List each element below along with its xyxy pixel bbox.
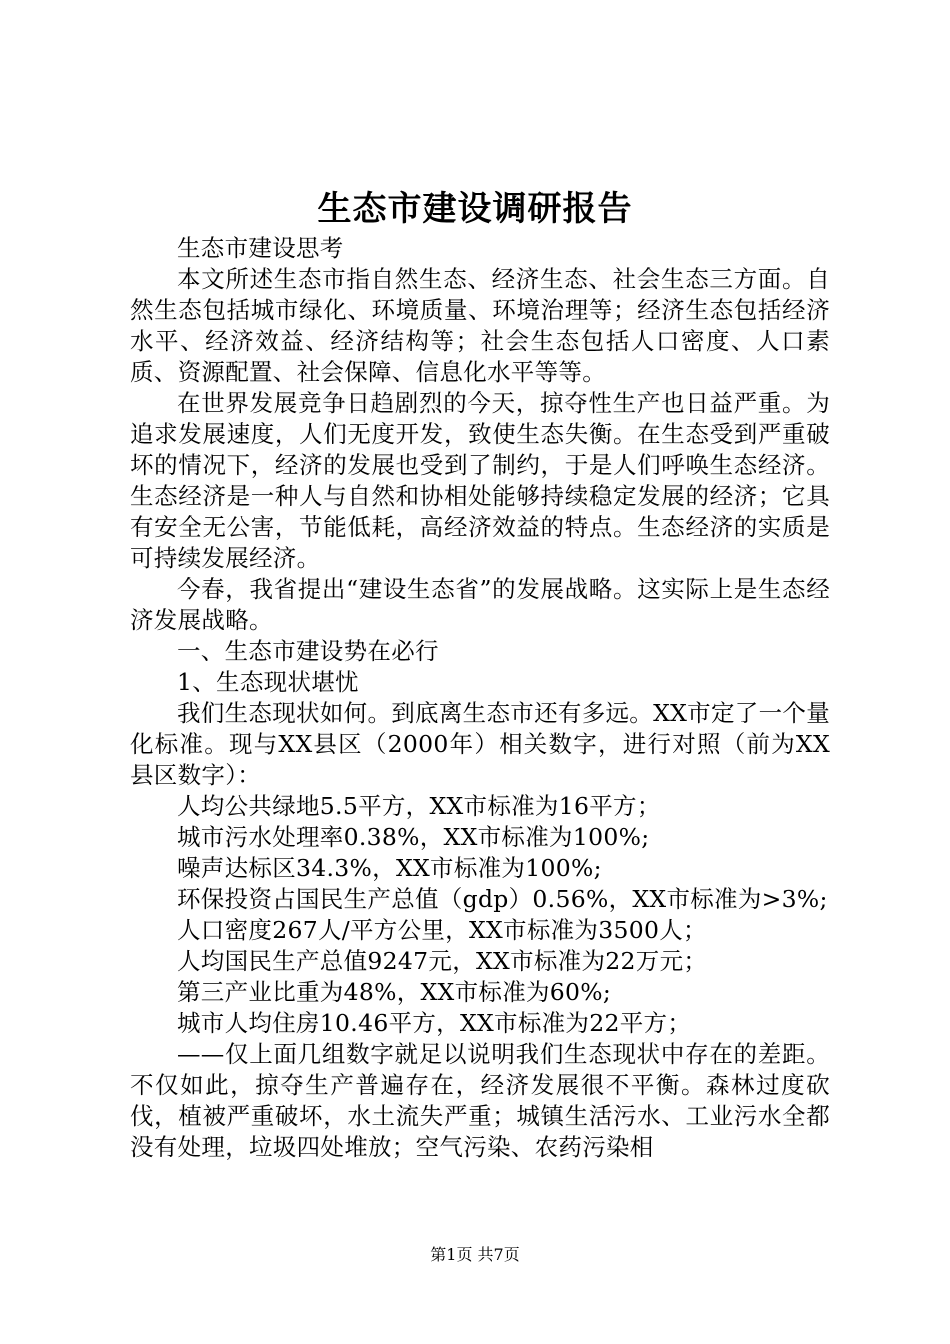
page-footer: 第1页 共7页 [430, 1245, 520, 1264]
paragraph-conclusion: ——仅上面几组数字就足以说明我们生态现状中存在的差距。不仅如此，掠夺生产普遍存在，经济发展很不平衡。森林过度砍伐，植被严重破坏，水土流失严重；城镇生活污水、工业污水全都没有处理，垃圾四处堆放；空气污染、农药污染相 [130, 1040, 830, 1161]
section-heading-1: 一、生态市建设势在必行 [177, 637, 439, 665]
stat-item: 噪声达标区34.3%，XX市标准为100%; [177, 854, 602, 882]
paragraph-strategy: 今春，我省提出“建设生态省”的发展战略。这实际上是生态经济发展战略。 [130, 575, 830, 634]
stat-item: 城市污水处理率0.38%，XX市标准为100%; [177, 823, 650, 851]
document-body [130, 233, 830, 1163]
stat-item: 环保投资占国民生产总值（gdp）0.56%，XX市标准为>3%; [177, 885, 828, 913]
paragraph-definition: 本文所述生态市指自然生态、经济生态、社会生态三方面。自然生态包括城市绿化、环境质量、环境治理等；经济生态包括经济水平、经济效益、经济结构等；社会生态包括人口密度、人口素质、资源配置、社会保障、信息化水平等等。 [130, 265, 830, 386]
stat-item: 第三产业比重为48%，XX市标准为60%; [177, 978, 612, 1006]
paragraph-comparison-intro: 我们生态现状如何。到底离生态市还有多远。XX市定了一个量化标准。现与XX县区（2000年）相关数字，进行对照（前为XX县区数字）： [130, 699, 830, 789]
stat-item: 人均公共绿地5.5平方，XX市标准为16平方； [177, 792, 661, 820]
paragraph-subtitle: 生态市建设思考 [177, 234, 344, 262]
stat-item: 人口密度267人/平方公里，XX市标准为3500人； [177, 916, 707, 944]
stat-item: 人均国民生产总值9247元，XX市标准为22万元； [177, 947, 708, 975]
subsection-heading-1: 1、生态现状堪忧 [177, 668, 359, 696]
paragraph-background: 在世界发展竞争日趋剧烈的今天，掠夺性生产也日益严重。为追求发展速度，人们无度开发，致使生态失衡。在生态受到严重破坏的情况下，经济的发展也受到了制约，于是人们呼唤生态经济。生态经济是一种人与自然和协相处能够持续稳定发展的经济；它具有安全无公害，节能低耗，高经济效益的特点。生态经济的实质是可持续发展经济。 [130, 389, 830, 572]
document-title: 生态市建设调研报告 [317, 189, 633, 229]
stat-item: 城市人均住房10.46平方，XX市标准为22平方； [177, 1009, 692, 1037]
